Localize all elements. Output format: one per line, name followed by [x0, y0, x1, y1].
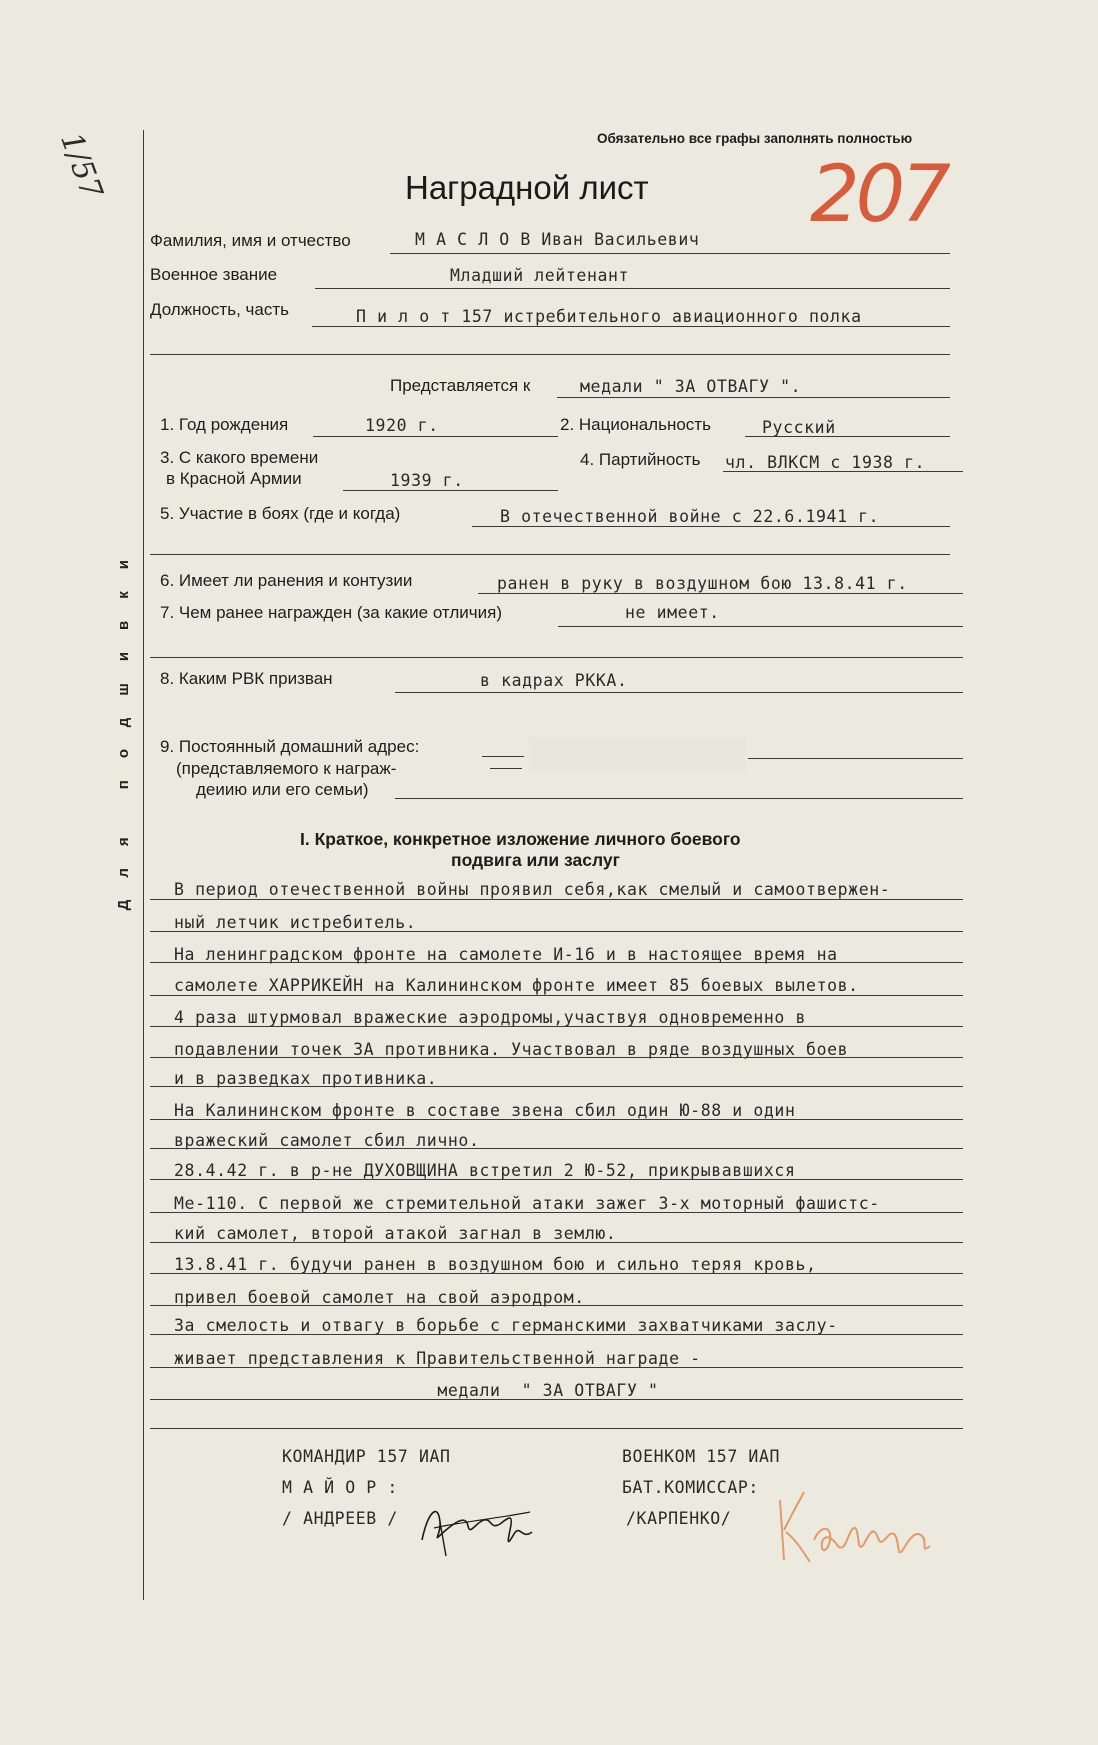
army-since-label-a: 3. С какого времени [160, 448, 319, 467]
side-margin-note: Для подшивки [115, 538, 132, 911]
mandatory-note: Обязательно все графы заполнять полностью [597, 131, 913, 146]
draft-label: 8. Каким РВК призван [160, 669, 333, 688]
narrative-rule [150, 1367, 963, 1368]
presented-label: Представляется к [390, 376, 531, 395]
narrative-line: самолете ХАРРИКЕЙН на Калининском фронте имеет 85 боевых вылетов. [174, 976, 859, 995]
awards-rule [558, 626, 963, 627]
awards-label: 7. Чем ранее награжден (за какие отличия) [160, 603, 502, 622]
combat-rule [472, 526, 950, 527]
section-heading-1: I. Краткое, конкретное изложение личного боевого [300, 829, 741, 849]
section-heading-2: подвига или заслуг [451, 850, 620, 870]
narrative-line: Ме-110. С первой же стремительной атаки зажег 3-х моторный фашистс- [174, 1194, 880, 1213]
narrative-line: медали " ЗА ОТВАГУ " [174, 1381, 659, 1400]
post-rule [312, 326, 950, 327]
narrative-line: вражеский самолет сбил лично. [174, 1131, 480, 1150]
birth-year-label: 1. Год рождения [160, 415, 289, 434]
narrative-line: 4 раза штурмовал вражеские аэродромы,участвуя одновременно в [174, 1008, 807, 1027]
rank-rule [315, 288, 950, 289]
awards-value: не имеет. [625, 603, 720, 622]
commander-name: / АНДРЕЕВ / [282, 1509, 398, 1528]
narrative-rule [150, 1086, 963, 1087]
party-label: 4. Партийность [580, 450, 701, 469]
commissar-signature-mark [770, 1470, 940, 1580]
commander-rank: М А Й О Р : [282, 1478, 398, 1497]
narrative-line: подавлении точек ЗА противника. Участвовал в ряде воздушных боев [174, 1040, 849, 1059]
presented-value: медали " ЗА ОТВАГУ ". [580, 377, 802, 396]
narrative-rule [150, 1179, 963, 1180]
presented-rule [557, 397, 950, 398]
name-value: М А С Л О В Иван Васильевич [415, 230, 700, 249]
army-since-value: 1939 г. [390, 471, 464, 490]
post-value: П и л о т 157 истребительного авиационного полка [356, 307, 862, 326]
birth-year-rule [313, 436, 558, 437]
narrative-line: и в разведках противника. [174, 1069, 438, 1088]
narrative-rule [150, 899, 963, 900]
wounds-value: ранен в руку в воздушном бою 13.8.41 г. [497, 574, 908, 593]
narrative-rule [150, 962, 963, 963]
combat-label: 5. Участие в боях (где и когда) [160, 504, 401, 523]
narrative-rule [150, 1026, 963, 1027]
commissar-title: ВОЕНКОМ 157 ИАП [622, 1447, 781, 1466]
name-rule [390, 253, 950, 254]
address-rule-1a [482, 756, 524, 757]
narrative-rule [150, 1212, 963, 1213]
rank-label: Военное звание [150, 265, 278, 284]
narrative-line: 28.4.42 г. в р-не ДУХОВЩИНА встретил 2 Ю-52, прикрывавшихся [174, 1161, 796, 1180]
redacted-address [528, 738, 746, 772]
draft-value: в кадрах РККА. [480, 671, 628, 690]
address-label-a: 9. Постоянный домашний адрес: [160, 737, 420, 756]
narrative-line: За смелость и отвагу в борьбе с германскими захватчиками заслу- [174, 1316, 838, 1335]
party-value: чл. ВЛКСМ с 1938 г. [725, 453, 926, 472]
commissar-name: /КАРПЕНКО/ [626, 1509, 732, 1528]
number-stamp: 207 [810, 150, 947, 240]
wounds-label: 6. Имеет ли ранения и контузии [160, 571, 413, 590]
narrative-rule [150, 1273, 963, 1274]
narrative-rule [150, 931, 963, 932]
narrative-line: 13.8.41 г. будучи ранен в воздушном бою и сильно теряя кровь, [174, 1255, 817, 1274]
narrative-line: привел боевой самолет на свой аэродром. [174, 1288, 585, 1307]
narrative-rule [150, 1334, 963, 1335]
narrative-rule [150, 1399, 963, 1400]
commander-signature-mark [410, 1482, 550, 1562]
rank-value: Младший лейтенант [450, 266, 630, 285]
post-rule-2 [150, 354, 950, 355]
nationality-label: 2. Национальность [560, 415, 711, 434]
narrative-line: В период отечественной войны проявил себя,как смелый и самоотвержен- [174, 880, 891, 899]
narrative-line: живает представления к Правительственной награде - [174, 1349, 701, 1368]
narrative-line: На ленинградском фронте на самолете И-16 и в настоящее время на [174, 945, 838, 964]
wounds-rule [478, 593, 963, 594]
nationality-value: Русский [762, 418, 836, 437]
army-since-rule [343, 490, 558, 491]
address-rule-3 [395, 798, 963, 799]
page-title: Наградной лист [405, 169, 649, 206]
commander-title: КОМАНДИР 157 ИАП [282, 1447, 451, 1466]
combat-value: В отечественной войне с 22.6.1941 г. [500, 507, 880, 526]
post-label: Должность, часть [150, 300, 289, 319]
party-rule [723, 471, 963, 472]
address-label-b: (представляемого к награж- [176, 759, 397, 778]
corner-note: 1/57 [53, 128, 110, 204]
address-label-c: деиию или его семьи) [196, 780, 369, 799]
narrative-line: кий самолет, второй атакой загнал в землю. [174, 1224, 617, 1243]
awards-rule-2 [150, 657, 963, 658]
narrative-rule [150, 1305, 963, 1306]
narrative-line: На Калининском фронте в составе звена сбил один Ю-88 и один [174, 1101, 796, 1120]
narrative-rule [150, 1242, 963, 1243]
narrative-rule [150, 995, 963, 996]
address-rule-1b [748, 758, 963, 759]
birth-year-value: 1920 г. [365, 416, 439, 435]
narrative-rule [150, 1428, 963, 1429]
nationality-rule [745, 436, 950, 437]
address-rule-2 [490, 768, 522, 769]
combat-rule-2 [150, 554, 950, 555]
margin-line [143, 130, 144, 1600]
narrative-line: ный летчик истребитель. [174, 913, 417, 932]
narrative-rule [150, 1119, 963, 1120]
narrative-rule [150, 1148, 963, 1149]
name-label: Фамилия, имя и отчество [150, 231, 351, 250]
narrative-rule [150, 1057, 963, 1058]
army-since-label-b: в Красной Армии [166, 469, 302, 488]
draft-rule [395, 692, 963, 693]
commissar-rank: БАТ.КОМИССАР: [622, 1478, 759, 1497]
